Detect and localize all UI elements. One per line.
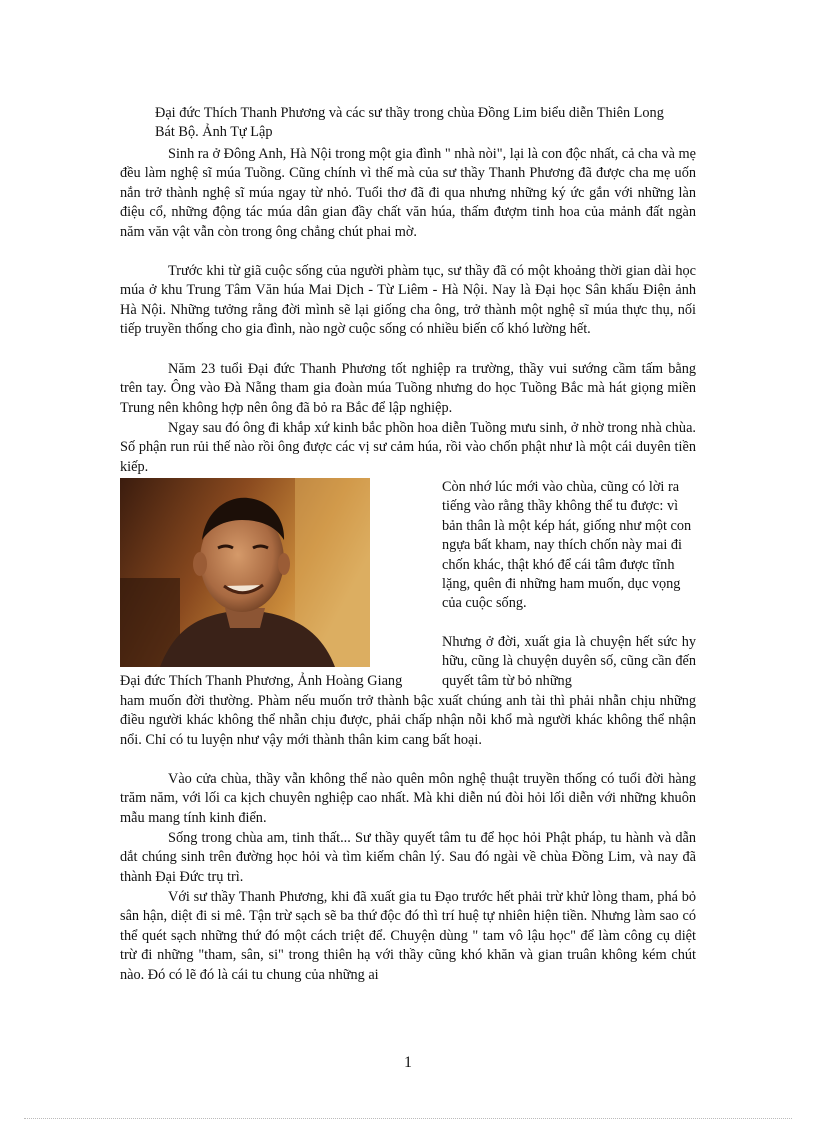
paragraph-text: Vào cửa chùa, thầy vẫn không thể nào quên môn nghệ thuật truyền thống có tuổi đời hàng trăm năm, với lối ca kịch chuyên nghiệp cao nhất. Mà khi diễn nú đòi hỏi lối diễn với những khuôn mẫu mang tính kinh điển.: [120, 771, 696, 826]
paragraph-text: Ngay sau đó ông đi khắp xứ kinh bắc phồn hoa diễn Tuồng mưu sinh, ở nhờ trong nhà chùa. Số phận run rủi thế nào rồi ông được các vị sư cảm húa, rồi vào chốn phật như là một cái duyên tiền kiếp.: [120, 420, 696, 475]
paragraph-text: Sinh ra ở Đông Anh, Hà Nội trong một gia đình " nhà nòi", lại là con độc nhất, cả cha và mẹ đều làm nghệ sĩ múa Tuồng. Cũng chính vì thế mà của sư thầy Thanh Phương đã được cha mẹ uốn nắn trở thành nghệ sĩ múa ngay từ nhỏ. Tuổi thơ đã đi qua nhưng những ký ức gắn với những làn điệu cổ, những động tác múa dân gian đầy chất văn húa, thấm đượm tinh hoa của mảnh đất ngàn năm văn vật vẫn còn trong ông chẳng chút phai mờ.: [120, 146, 696, 240]
photo-caption: Đại đức Thích Thanh Phương, Ảnh Hoàng Giang: [120, 673, 403, 689]
paragraph-study: [120, 262, 696, 340]
top-photo-caption: Đại đức Thích Thanh Phương và các sư thầy trong chùa Đồng Lim biểu diễn Thiên Long Bát Bộ. Ảnh Tự Lập: [155, 105, 664, 141]
paragraph-continued: [120, 692, 696, 750]
paragraph-text: Sống trong chùa am, tinh thất... Sư thầy quyết tâm tu để học hỏi Phật pháp, tu hành và dẫn dắt chúng sinh trên đường học hỏi và tìm kiếm chân lý. Sau đó ngài về chùa Đồng Lim, và nay đã thành Đại Đức trụ trì.: [120, 830, 696, 885]
paragraph-text: Nhưng ở đời, xuất gia là chuyện hết sức hy hữu, cũng là chuyện duyên số, cũng cần đến quyết tâm từ bỏ những: [442, 633, 696, 689]
paragraph-graduation: [120, 360, 696, 418]
page-number: 1: [404, 1054, 412, 1071]
photo-illustration: [120, 478, 370, 667]
paragraph-art: [120, 770, 696, 828]
paragraph-text: Năm 23 tuổi Đại đức Thanh Phương tốt nghiệp ra trường, thầy vui sướng cầm tấm bằng trên tay. Ông vào Đà Nẵng tham gia đoàn múa Tuồng nhưng do học Tuồng Bắc mà hát giọng miền Trung nên không hợp nên ông đã bỏ ra Bắc để lập nghiệp.: [120, 361, 696, 416]
paragraph-practice: [120, 888, 696, 985]
paragraph-text: Còn nhớ lúc mới vào chùa, cũng có lời ra tiếng vào rằng thầy không thể tu được: vì bản thân là một kép hát, giống như một con ngựa bất kham, nay thích chốn này mai đi chốn khác, thật khó để cái tâm được tĩnh lặng, quên đi những ham muốn, dục vọng của cuộc sống.: [442, 479, 692, 612]
paragraph-birth: [120, 145, 696, 242]
page-separator: [24, 1118, 792, 1119]
paragraph-text: ham muốn đời thường. Phàm nếu muốn trở thành bậc xuất chúng anh tài thì phải nhẫn chịu những điều người khác không thể nhẫn chịu được, phải chấp nhận nỗi khổ mà người khác không thể nhận nổi. Chỉ có tu luyện như vậy mới thành thân kim cang bất hoại.: [120, 693, 696, 748]
paragraph-text: Với sư thầy Thanh Phương, khi đã xuất gia tu Đạo trước hết phải trừ khử lòng tham, phá bỏ sân hận, diệt đi si mê. Tận trừ sạch sẽ ba thứ độc đó thì trí huệ tự nhiên hiện tiền. Nhưng làm sao có thể quét sạch những thứ đó một cách triệt để. Chuyện dùng " tam vô lậu học" để làm công cụ diệt trừ đi những "tham, sân, si" trong thiên hạ với thầy cũng khó khăn và gian truân không kém chút nào. Đó có lẽ đó là cái tu chung của những ai: [120, 889, 696, 983]
right-column-text: [442, 478, 696, 691]
paragraph-text: Trước khi từ giã cuộc sống của người phàm tục, sư thầy đã có một khoảng thời gian dài học múa ở khu Trung Tâm Văn húa Mai Dịch - Từ Liêm - Hà Nội. Nay là Đại học Sân khấu Điện ảnh Hà Nội. Những tưởng rằng đời mình sẽ lại giống cha ông, trở thành một nghệ sĩ múa thực thụ, nối tiếp truyền thống cho gia đình, nào ngờ cuộc sống có nhiều biến cố khó lường hết.: [120, 263, 696, 338]
paragraph-temple: [120, 419, 696, 477]
monk-portrait-photo: [120, 478, 370, 667]
paragraph-monastery: [120, 829, 696, 887]
